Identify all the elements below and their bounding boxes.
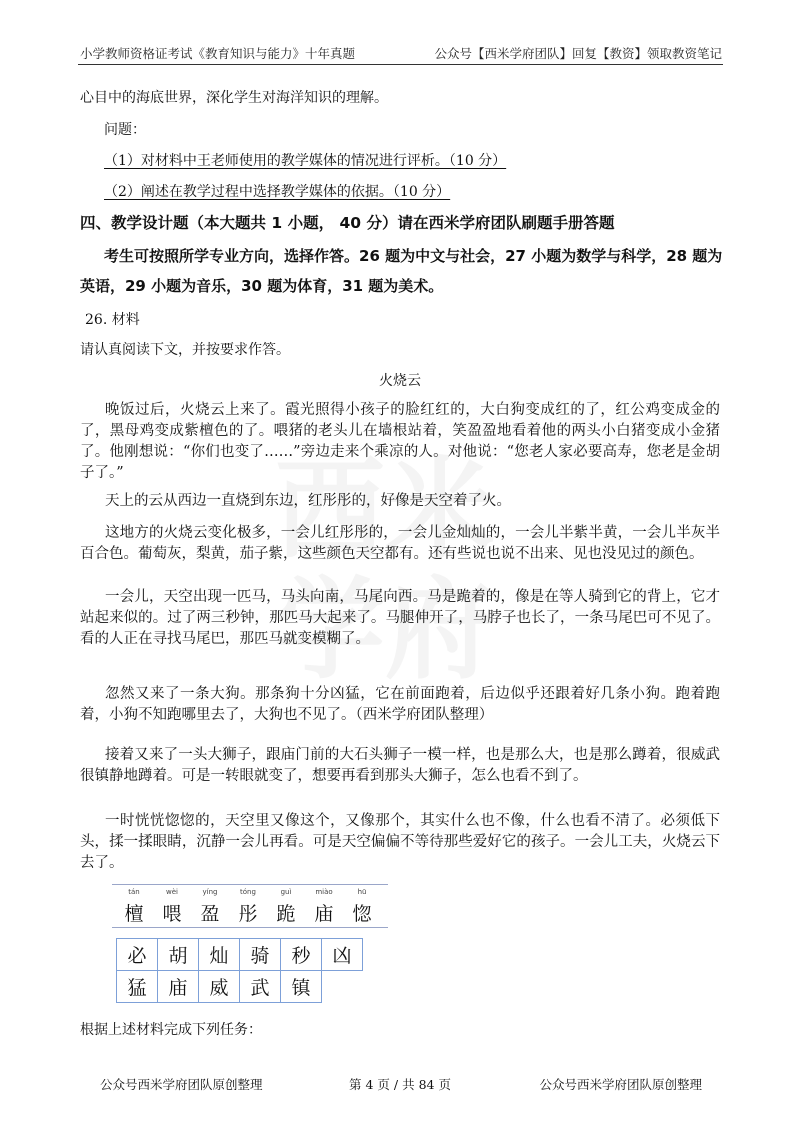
vocab-char: 彤 <box>238 903 258 925</box>
char-grid-row-1 <box>116 938 363 971</box>
paragraph-2: 天上的云从西边一直烧到东边，红彤彤的，好像是天空着了火。 <box>105 493 511 509</box>
vocab-char: 惚 <box>352 903 372 925</box>
char-grid-row-2 <box>116 970 322 1003</box>
vocab-pinyin: wèi <box>166 888 178 896</box>
paragraph-3: 这地方的火烧云变化极多，一会儿红彤彤的，一会儿金灿灿的，一会儿半紫半黄，一会儿半灰半百合色。葡萄灰，梨黄，茄子紫，这些颜色天空都有。还有些说也说不出来、见也没见过的颜色。 <box>80 525 720 562</box>
vocab-char: 檀 <box>124 903 144 925</box>
vocab-pinyin: guì <box>280 888 292 896</box>
header-left: 小学教师资格证考试《教育知识与能力》十年真题 <box>80 46 356 61</box>
grid-cell: 凶 <box>322 939 363 971</box>
vocab-char: 喂 <box>162 903 182 925</box>
vocab-pinyin: miào <box>315 888 333 896</box>
vocab-pinyin: hū <box>357 888 367 896</box>
instruction-line-2: 英语，29 小题为音乐，30 题为体育，31 题为美术。 <box>80 277 444 295</box>
paragraph-5: 忽然又来了一条大狗。那条狗十分凶猛，它在前面跑着，后边似乎还跟着好几条小狗。跑着跑着，小狗不知跑哪里去了，大狗也不见了。（西米学府团队整理） <box>80 686 720 723</box>
vocab-char: 跪 <box>276 903 296 925</box>
grid-cell: 威 <box>199 971 240 1003</box>
passage-title: 火烧云 <box>379 373 421 389</box>
watermark-logo <box>270 450 500 710</box>
grid-cell: 骑 <box>240 939 281 971</box>
task-line: 根据上述材料完成下列任务： <box>80 1022 262 1038</box>
vocab-pinyin: yíng <box>202 888 218 896</box>
vocab-strip <box>112 884 388 928</box>
vocab-pinyin: tán <box>128 888 140 896</box>
instruction-line-1: 考生可按照所学专业方向，选择作答。26 题为中文与社会，27 小题为数学与科学，28 题为 <box>104 247 723 265</box>
vocab-char: 盈 <box>200 903 220 925</box>
question-2: （2）阐述在教学过程中选择教学媒体的依据。（10 分） <box>104 184 451 200</box>
vocab-char: 庙 <box>314 903 334 925</box>
question-1: （1）对材料中王老师使用的教学媒体的情况进行评析。（10 分） <box>104 153 507 169</box>
header-right: 公众号【西米学府团队】回复【教资】领取教资笔记 <box>434 46 722 61</box>
intro-line: 心目中的海底世界，深化学生对海洋知识的理解。 <box>80 90 388 106</box>
vocab-pinyin: tóng <box>240 888 256 896</box>
grid-cell: 镇 <box>281 971 322 1003</box>
grid-cell: 秒 <box>281 939 322 971</box>
grid-cell: 胡 <box>158 939 199 971</box>
footer-left: 公众号西米学府团队原创整理 <box>100 1077 263 1092</box>
question-label: 问题： <box>104 122 146 138</box>
grid-cell: 猛 <box>117 971 158 1003</box>
section-title: 四、教学设计题（本大题共 1 小题， 40 分）请在西米学府团队刷题手册答题 <box>80 214 615 232</box>
material-label: 26. 材料 <box>85 312 140 328</box>
paragraph-6: 接着又来了一头大狮子，跟庙门前的大石头狮子一模一样，也是那么大，也是那么蹲着，很威武很镇静地蹲着。可是一转眼就变了，想要再看到那头大狮子，怎么也看不到了。 <box>80 747 720 784</box>
grid-cell: 灿 <box>199 939 240 971</box>
paragraph-4: 一会儿，天空出现一匹马，马头向南，马尾向西。马是跪着的，像是在等人骑到它的背上，它才站起来似的。过了两三秒钟，那匹马大起来了。马腿伸开了，马脖子也长了，一条马尾巴可不见了。看的人正在寻找马尾巴，那匹马就变模糊了。 <box>80 589 720 647</box>
grid-cell: 必 <box>117 939 158 971</box>
page-number: 第 4 页 / 共 84 页 <box>349 1077 451 1092</box>
read-instruction: 请认真阅读下文，并按要求作答。 <box>80 342 290 358</box>
header-divider <box>78 64 723 65</box>
grid-cell: 武 <box>240 971 281 1003</box>
footer-right: 公众号西米学府团队原创整理 <box>539 1077 702 1092</box>
paragraph-1: 晚饭过后，火烧云上来了。霞光照得小孩子的脸红红的，大白狗变成红的了，红公鸡变成金的了，黑母鸡变成紫檀色的了。喂猪的老头儿在墙根站着，笑盈盈地看着他的两头小白猪变成小金猪了。他刚想说：“你们也变了……”旁边走来个乘凉的人。对他说：“您老人家必要高寿，您老是金胡子了。” <box>80 402 720 481</box>
grid-cell: 庙 <box>158 971 199 1003</box>
paragraph-7: 一时恍恍惚惚的，天空里又像这个，又像那个，其实什么也不像，什么也看不清了。必须低下头，揉一揉眼睛，沉静一会儿再看。可是天空偏偏不等待那些爱好它的孩子。一会儿工夫，火烧云下去了。 <box>80 813 720 871</box>
